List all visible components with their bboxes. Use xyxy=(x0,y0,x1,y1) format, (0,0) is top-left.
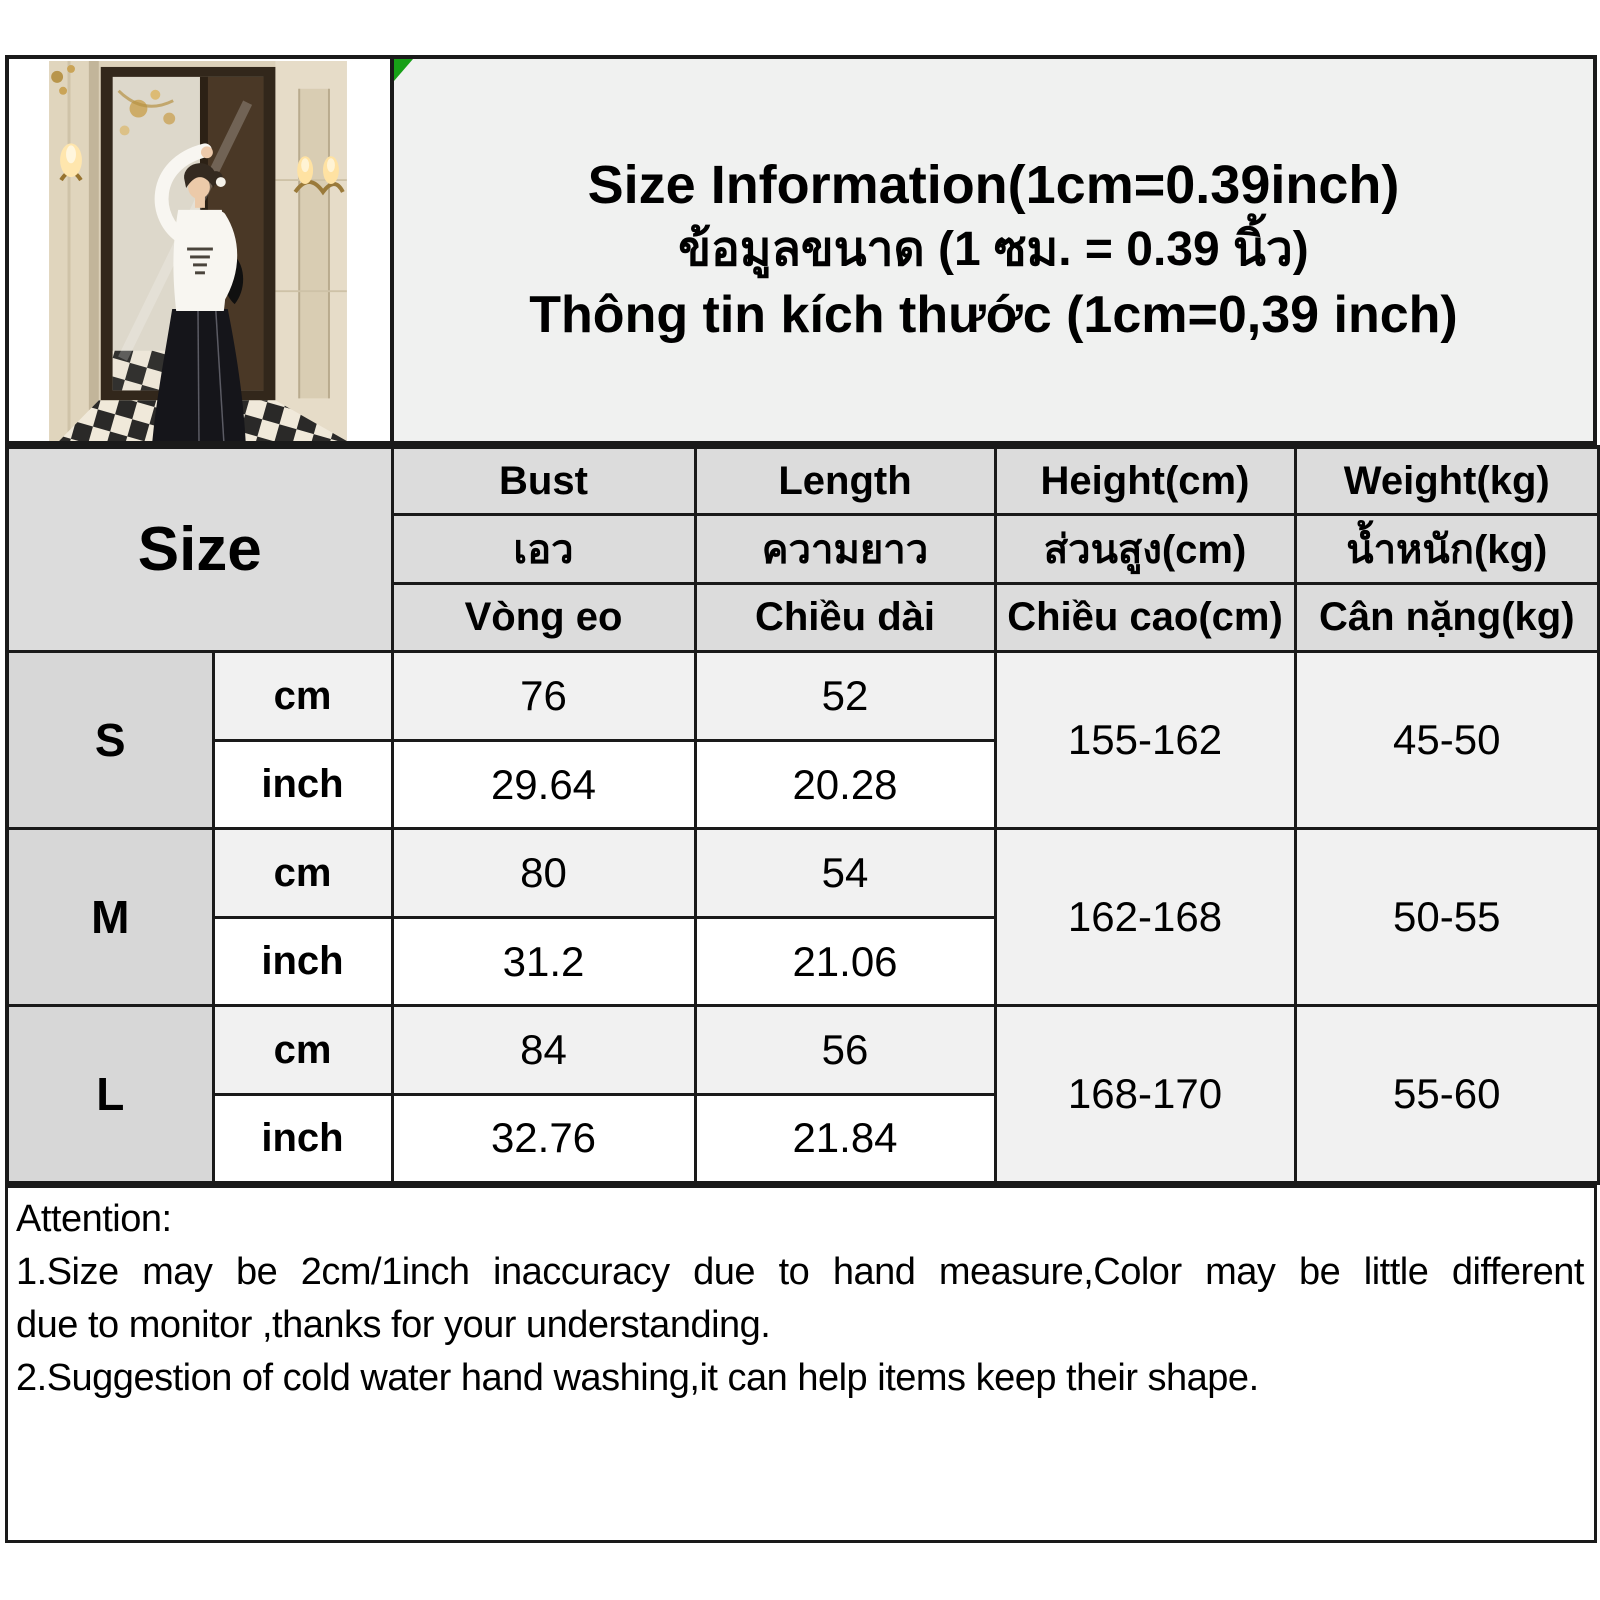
unit-cm-s: cm xyxy=(213,652,392,741)
size-l-label: L xyxy=(7,1006,213,1183)
value-s-cm-length: 52 xyxy=(695,652,995,741)
attention-line-3: 2.Suggestion of cold water hand washing,it can help items keep their shape. xyxy=(16,1357,1259,1399)
size-header-cell: Size xyxy=(7,447,392,652)
attention-line-1: 1.Size may be 2cm/1inch inaccuracy due to hand measure,Color may be little different xyxy=(16,1251,1584,1293)
value-s-height: 155-162 xyxy=(995,652,1295,829)
header-weight-th: น้ำหนัก(kg) xyxy=(1295,515,1599,584)
value-m-cm-bust: 80 xyxy=(392,829,695,918)
value-l-cm-bust: 84 xyxy=(392,1006,695,1095)
size-table xyxy=(5,445,1600,1185)
header-weight-vi: Cân nặng(kg) xyxy=(1295,584,1599,652)
unit-inch-s: inch xyxy=(213,740,392,829)
value-l-inch-length: 21.84 xyxy=(695,1094,995,1183)
value-s-inch-bust: 29.64 xyxy=(392,740,695,829)
green-corner-marker-icon xyxy=(394,59,413,81)
unit-cm-m: cm xyxy=(213,829,392,918)
value-s-inch-length: 20.28 xyxy=(695,740,995,829)
title-thai: ข้อมูลขนาด (1 ซม. = 0.39 นิ้ว) xyxy=(678,223,1309,276)
header-row-english xyxy=(7,447,1599,515)
title-vietnamese: Thông tin kích thước (1cm=0,39 inch) xyxy=(529,286,1458,344)
value-m-inch-length: 21.06 xyxy=(695,917,995,1006)
header-length-th: ความยาว xyxy=(695,515,995,584)
header-height-vi: Chiều cao(cm) xyxy=(995,584,1295,652)
header-length-en: Length xyxy=(695,447,995,515)
value-m-height: 162-168 xyxy=(995,829,1295,1006)
product-photo-illustration xyxy=(49,61,347,441)
header-bust-vi: Vòng eo xyxy=(392,584,695,652)
value-l-height: 168-170 xyxy=(995,1006,1295,1183)
header-height-en: Height(cm) xyxy=(995,447,1295,515)
unit-cm-l: cm xyxy=(213,1006,392,1095)
attention-notes-box xyxy=(5,1185,1597,1543)
value-m-weight: 50-55 xyxy=(1295,829,1599,1006)
value-s-weight: 45-50 xyxy=(1295,652,1599,829)
title-english: Size Information(1cm=0.39inch) xyxy=(587,155,1400,215)
attention-heading: Attention: xyxy=(16,1198,172,1240)
unit-inch-m: inch xyxy=(213,917,392,1006)
value-m-cm-length: 54 xyxy=(695,829,995,918)
unit-inch-l: inch xyxy=(213,1094,392,1183)
row-l-cm xyxy=(7,1006,1599,1095)
title-panel xyxy=(394,59,1593,441)
header-section xyxy=(5,55,1597,445)
value-l-inch-bust: 32.76 xyxy=(392,1094,695,1183)
row-m-cm xyxy=(7,829,1599,918)
header-length-vi: Chiều dài xyxy=(695,584,995,652)
header-height-th: ส่วนสูง(cm) xyxy=(995,515,1295,584)
size-m-label: M xyxy=(7,829,213,1006)
header-bust-th: เอว xyxy=(392,515,695,584)
row-s-cm xyxy=(7,652,1599,741)
value-m-inch-bust: 31.2 xyxy=(392,917,695,1006)
header-weight-en: Weight(kg) xyxy=(1295,447,1599,515)
header-bust-en: Bust xyxy=(392,447,695,515)
value-l-cm-length: 56 xyxy=(695,1006,995,1095)
attention-line-2: due to monitor ,thanks for your understanding. xyxy=(16,1304,771,1346)
value-s-cm-bust: 76 xyxy=(392,652,695,741)
size-s-label: S xyxy=(7,652,213,829)
product-photo xyxy=(9,59,394,441)
value-l-weight: 55-60 xyxy=(1295,1006,1599,1183)
